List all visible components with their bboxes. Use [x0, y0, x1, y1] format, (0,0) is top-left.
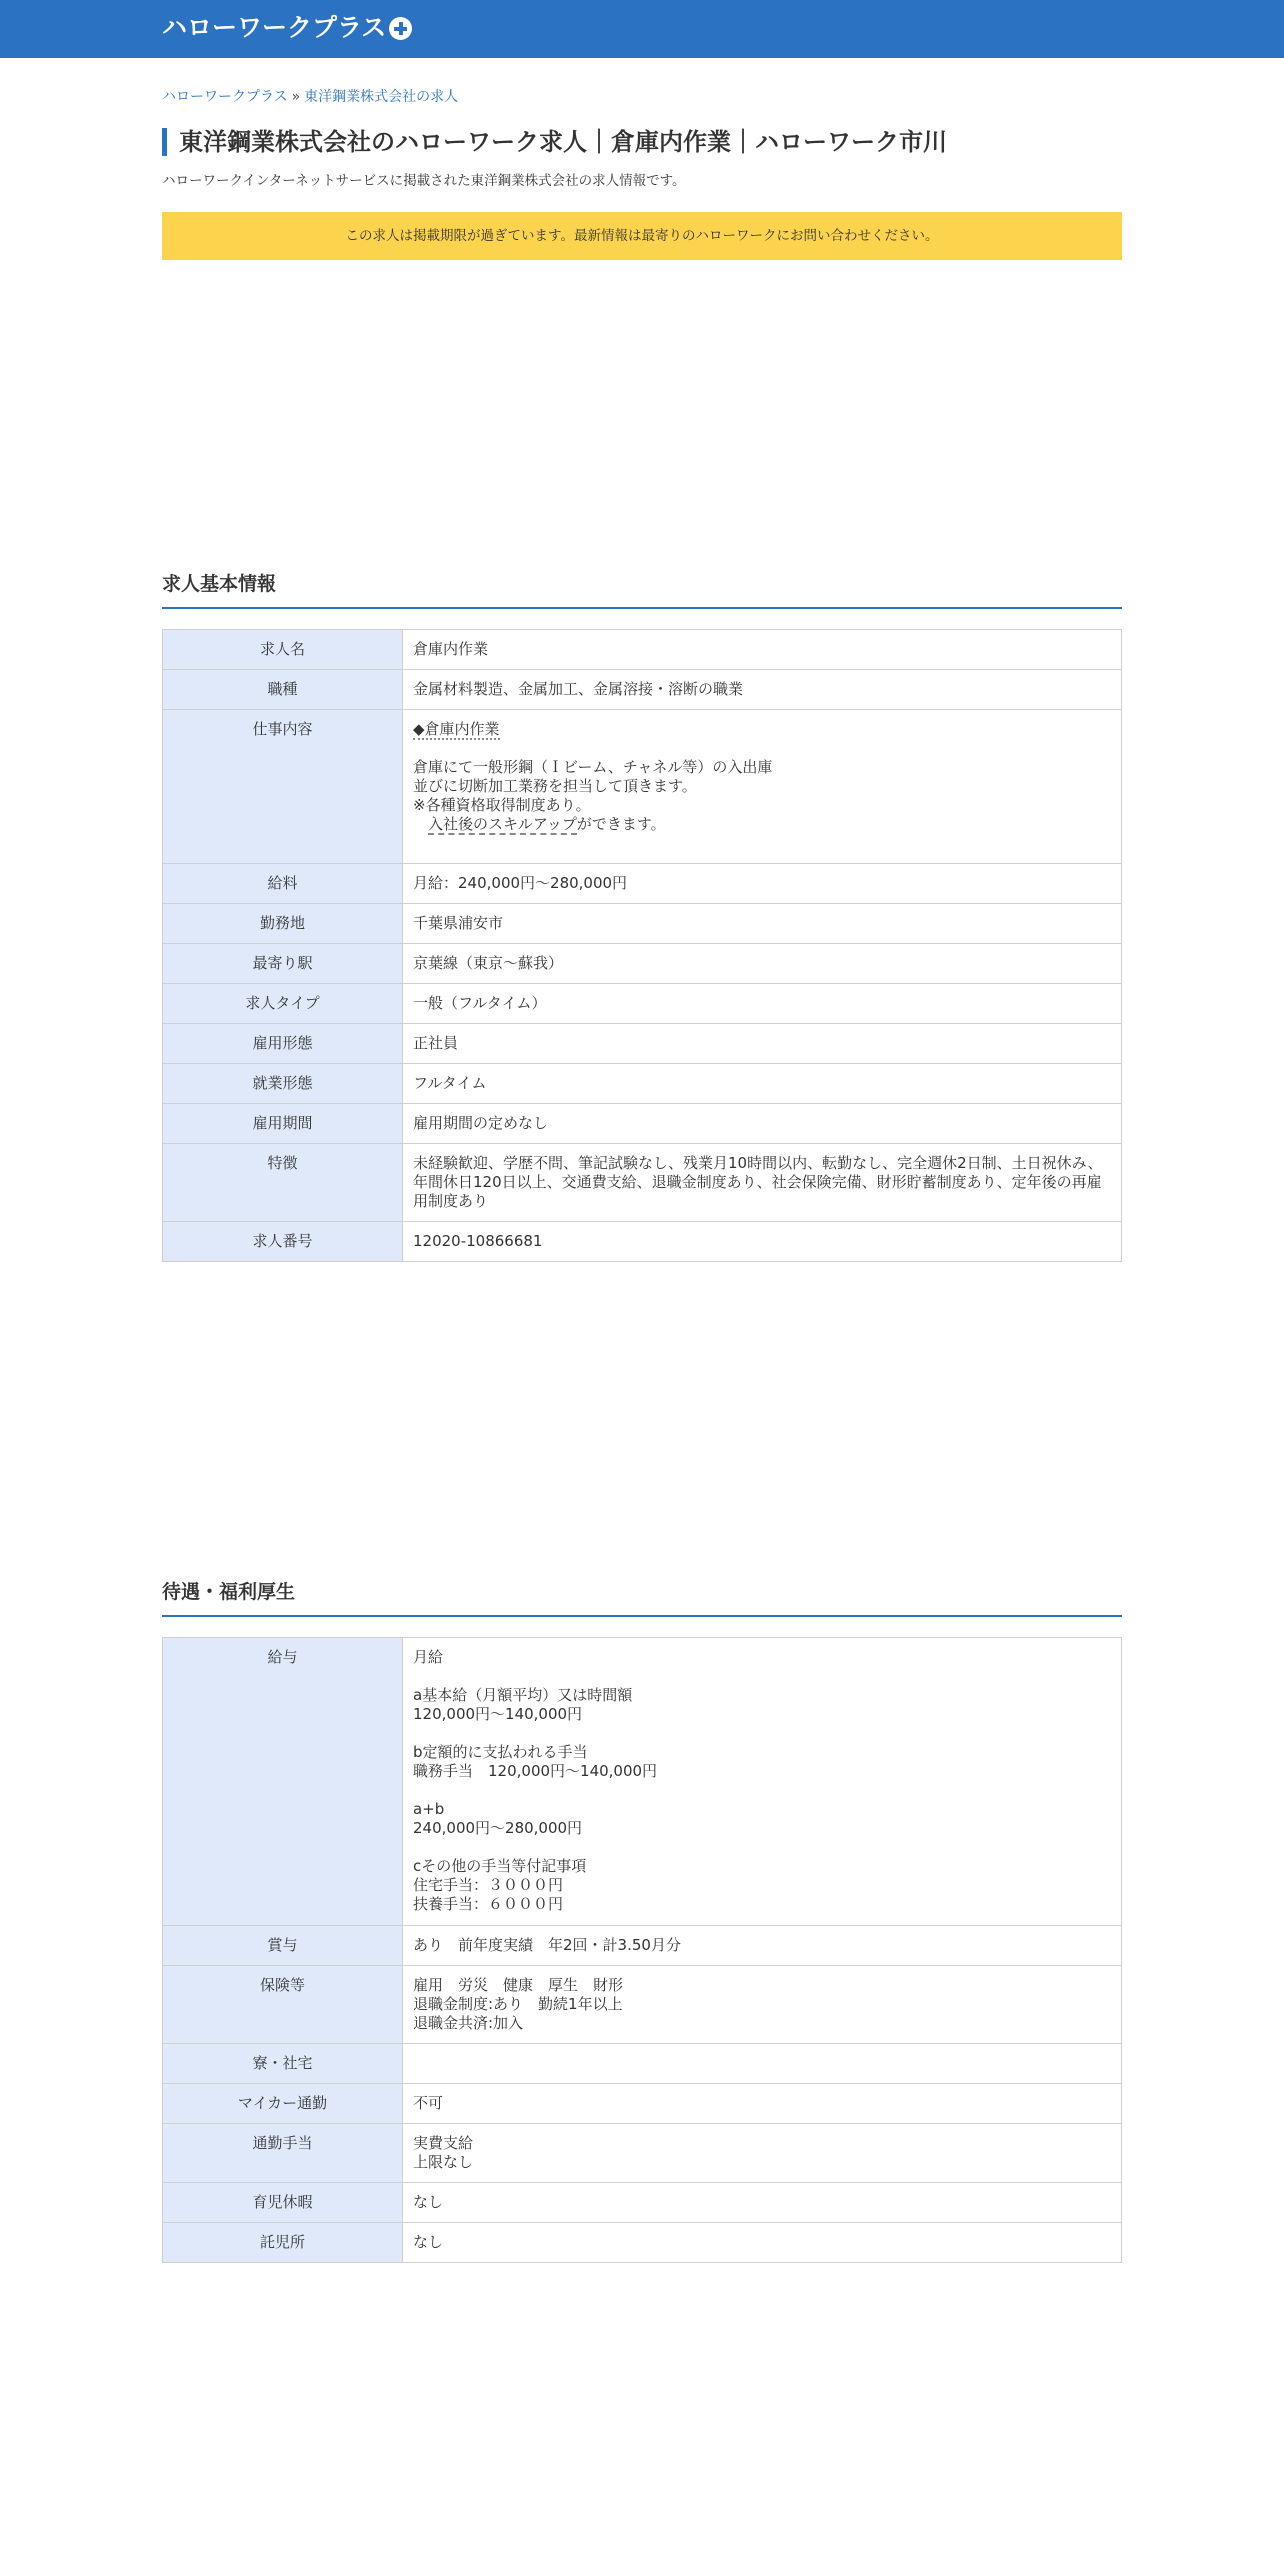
table-row [163, 630, 1122, 670]
page-title: 東洋鋼業株式会社のハローワーク求人｜倉庫内作業｜ハローワーク市川 [162, 128, 1122, 156]
row-value: 正社員 [403, 1024, 1122, 1064]
table-row [163, 2044, 1122, 2084]
page-lead-text: ハローワークインターネットサービスに掲載された東洋鋼業株式会社の求人情報です。 [162, 173, 686, 190]
row-label: 賞与 [163, 1926, 403, 1966]
row-value: 千葉県浦安市 [403, 904, 1122, 944]
table-row [163, 2223, 1122, 2263]
table-row [163, 2183, 1122, 2223]
row-value: 雇用期間の定めなし [403, 1104, 1122, 1144]
table-row [163, 1638, 1122, 1926]
row-label: 給料 [163, 864, 403, 904]
row-value: 実費支給 上限なし [403, 2124, 1122, 2183]
job-description-skillup [413, 815, 1111, 834]
section-title-welfare: 待遇・福利厚生 [162, 1580, 1122, 1617]
job-description-skillup-indent [413, 815, 428, 833]
row-value: あり 前年度実績 年2回・計3.50月分 [403, 1926, 1122, 1966]
row-label: 求人タイプ [163, 984, 403, 1024]
plus-circle-icon[interactable] [389, 17, 412, 40]
table-row [163, 2084, 1122, 2124]
row-label: 最寄り駅 [163, 944, 403, 984]
row-label: 雇用形態 [163, 1024, 403, 1064]
job-description-skillup-suffix: ができます。 [576, 815, 666, 834]
table-row [163, 670, 1122, 710]
job-description-heading-text: ◆倉庫内作業 [413, 720, 500, 739]
row-label: 保険等 [163, 1966, 403, 2044]
basic-info-section [162, 572, 1122, 1262]
row-label: 就業形態 [163, 1064, 403, 1104]
row-value: 京葉線（東京～蘇我） [403, 944, 1122, 984]
job-description-body: 倉庫にて一般形鋼（Ｉビーム、チャネル等）の入出庫 並びに切断加工業務を担当して頂きます。 ※各種資格取得制度あり。 [413, 758, 773, 815]
site-header [0, 0, 1284, 58]
row-label: 求人名 [163, 630, 403, 670]
table-row [163, 1024, 1122, 1064]
basic-info-table [162, 629, 1122, 1262]
job-description-heading [413, 720, 1111, 739]
row-label: 寮・社宅 [163, 2044, 403, 2084]
welfare-section [162, 1580, 1122, 2263]
welfare-table [162, 1637, 1122, 2263]
table-row [163, 1104, 1122, 1144]
row-value: フルタイム [403, 1064, 1122, 1104]
row-label: 仕事内容 [163, 710, 403, 864]
row-label: 育児休暇 [163, 2183, 403, 2223]
breadcrumb [162, 88, 1122, 106]
row-value: 月給 a基本給（月額平均）又は時間額 120,000円～140,000円 b定額的に支払われる手当 職務手当 120,000円～140,000円 a+b 240,000円～280,000円 cその他の手当等付記事項 住宅手当：３０００円 扶養手当：６０００円 [403, 1638, 1122, 1926]
row-value: 雇用 労災 健康 厚生 財形 退職金制度:あり 勤続1年以上 退職金共済:加入 [403, 1966, 1122, 2044]
row-value: 未経験歓迎、学歴不問、筆記試験なし、残業月10時間以内、転勤なし、完全週休2日制、土日祝休み、年間休日120日以上、交通費支給、退職金制度あり、社会保険完備、財形貯蓄制度あり、定年後の再雇用制度あり [403, 1144, 1122, 1222]
row-value: 一般（フルタイム） [403, 984, 1122, 1024]
row-value: なし [403, 2223, 1122, 2263]
table-row [163, 904, 1122, 944]
table-row [163, 864, 1122, 904]
table-row [163, 944, 1122, 984]
row-label: 給与 [163, 1638, 403, 1926]
table-row [163, 1144, 1122, 1222]
table-row [163, 984, 1122, 1024]
row-value: 倉庫内作業 [403, 630, 1122, 670]
table-row [163, 710, 1122, 864]
row-label: 託児所 [163, 2223, 403, 2263]
row-value [403, 2044, 1122, 2084]
breadcrumb-home-link[interactable]: ハローワークプラス [162, 89, 288, 105]
row-value: なし [403, 2183, 1122, 2223]
row-label: 求人番号 [163, 1222, 403, 1262]
table-row [163, 2124, 1122, 2183]
row-value-job-description [403, 710, 1122, 864]
breadcrumb-current-link[interactable]: 東洋鋼業株式会社の求人 [304, 89, 459, 105]
row-value: 月給：240,000円～280,000円 [403, 864, 1122, 904]
breadcrumb-separator: » [291, 89, 301, 105]
table-row [163, 1966, 1122, 2044]
row-label: 通勤手当 [163, 2124, 403, 2183]
row-value: 不可 [403, 2084, 1122, 2124]
table-row [163, 1222, 1122, 1262]
row-value: 金属材料製造、金属加工、金属溶接・溶断の職業 [403, 670, 1122, 710]
expired-notice-banner: この求人は掲載期限が過ぎています。最新情報は最寄りのハローワークにお問い合わせください。 [162, 212, 1122, 260]
row-label: 雇用期間 [163, 1104, 403, 1144]
row-label: 特徴 [163, 1144, 403, 1222]
site-logo[interactable]: ハローワークプラス [162, 13, 387, 42]
row-label: 職種 [163, 670, 403, 710]
row-value: 12020-10866681 [403, 1222, 1122, 1262]
job-description-skillup-underlined: 入社後のスキルアップ [428, 815, 577, 834]
section-title-basic-info: 求人基本情報 [162, 572, 1122, 609]
row-label: 勤務地 [163, 904, 403, 944]
main-content [162, 88, 1122, 2263]
table-row [163, 1064, 1122, 1104]
table-row [163, 1926, 1122, 1966]
row-label: マイカー通勤 [163, 2084, 403, 2124]
